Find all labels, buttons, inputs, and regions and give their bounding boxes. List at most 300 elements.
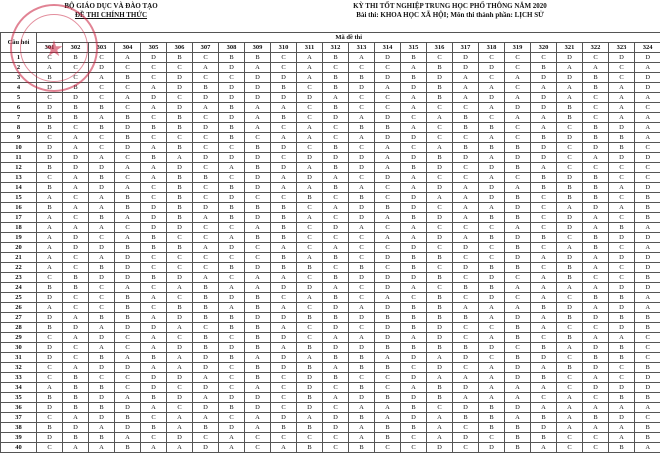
answer-cell: C xyxy=(141,413,167,423)
answer-cell: A xyxy=(323,363,349,373)
answer-cell: C xyxy=(245,243,271,253)
exam-code-header: 306 xyxy=(167,43,193,53)
answer-cell: D xyxy=(245,313,271,323)
answer-cell: C xyxy=(167,263,193,273)
answer-cell: C xyxy=(245,193,271,203)
table-row xyxy=(1,173,660,183)
answer-cell: D xyxy=(427,363,453,373)
answer-cell: D xyxy=(37,353,63,363)
answer-cell: A xyxy=(531,253,557,263)
answer-cell: B xyxy=(245,303,271,313)
answer-cell: B xyxy=(583,233,609,243)
answer-cell: C xyxy=(401,293,427,303)
table-row xyxy=(1,103,660,113)
table-row xyxy=(1,233,660,243)
answer-cell: D xyxy=(375,73,401,83)
answer-cell: A xyxy=(531,403,557,413)
answer-cell: A xyxy=(505,413,531,423)
answer-cell: B xyxy=(193,293,219,303)
answer-cell: B xyxy=(479,233,505,243)
answer-cell: B xyxy=(115,293,141,303)
answer-cell: D xyxy=(141,203,167,213)
question-number: 29 xyxy=(1,333,37,343)
answer-cell: B xyxy=(427,393,453,403)
answer-cell: C xyxy=(583,393,609,403)
exam-code-header: 309 xyxy=(245,43,271,53)
answer-cell: B xyxy=(583,133,609,143)
answer-cell: D xyxy=(37,343,63,353)
answer-cell: B xyxy=(505,163,531,173)
answer-cell: C xyxy=(141,263,167,273)
answer-cell: D xyxy=(349,273,375,283)
answer-cell: A xyxy=(453,373,479,383)
answer-cell: B xyxy=(63,373,89,383)
answer-cell: D xyxy=(609,383,635,393)
exam-code-header: 323 xyxy=(609,43,635,53)
answer-cell: D xyxy=(427,443,453,453)
answer-cell: C xyxy=(89,373,115,383)
answer-cell: D xyxy=(193,123,219,133)
answer-cell: B xyxy=(349,443,375,453)
answer-cell: C xyxy=(141,73,167,83)
answer-cell: D xyxy=(193,403,219,413)
answer-cell: A xyxy=(479,133,505,143)
answer-cell: C xyxy=(505,273,531,283)
answer-cell: D xyxy=(63,153,89,163)
answer-cell: A xyxy=(427,113,453,123)
question-number: 1 xyxy=(1,53,37,63)
answer-cell: D xyxy=(37,153,63,163)
answer-cell: D xyxy=(271,143,297,153)
question-number: 39 xyxy=(1,433,37,443)
answer-cell: C xyxy=(479,323,505,333)
answer-cell: A xyxy=(63,223,89,233)
answer-cell: D xyxy=(193,443,219,453)
answer-cell: D xyxy=(219,193,245,203)
exam-code-header: 318 xyxy=(479,43,505,53)
answer-cell: D xyxy=(375,113,401,123)
answer-cell: B xyxy=(349,263,375,273)
answer-cell: B xyxy=(401,253,427,263)
answer-cell: B xyxy=(245,53,271,63)
answer-cell: D xyxy=(219,343,245,353)
answer-cell: D xyxy=(427,233,453,243)
answer-cell: D xyxy=(271,163,297,173)
answer-cell: A xyxy=(141,83,167,93)
answer-cell: C xyxy=(323,193,349,203)
question-number: 26 xyxy=(1,303,37,313)
question-number: 38 xyxy=(1,423,37,433)
answer-cell: B xyxy=(609,393,635,403)
table-row xyxy=(1,73,660,83)
answer-cell: B xyxy=(219,133,245,143)
answer-cell: B xyxy=(37,283,63,293)
answer-cell: B xyxy=(63,273,89,283)
answer-cell: A xyxy=(557,83,583,93)
question-number: 33 xyxy=(1,373,37,383)
answer-cell: B xyxy=(271,113,297,123)
exam-code-header-row xyxy=(1,43,660,53)
answer-cell: B xyxy=(167,183,193,193)
answer-cell: D xyxy=(323,323,349,333)
answer-cell: C xyxy=(323,443,349,453)
answer-cell: D xyxy=(323,223,349,233)
answer-cell: B xyxy=(479,263,505,273)
answer-cell: A xyxy=(375,413,401,423)
answer-cell: A xyxy=(375,403,401,413)
answer-cell: B xyxy=(349,383,375,393)
answer-cell: B xyxy=(323,353,349,363)
answer-cell: C xyxy=(609,193,635,203)
answer-cell: D xyxy=(89,183,115,193)
answer-cell: C xyxy=(635,343,660,353)
answer-cell: A xyxy=(115,93,141,103)
exam-code-header: 308 xyxy=(219,43,245,53)
answer-cell: A xyxy=(453,83,479,93)
exam-code-header: 314 xyxy=(375,43,401,53)
answer-cell: A xyxy=(453,203,479,213)
answer-cell: A xyxy=(635,93,660,103)
answer-cell: B xyxy=(557,113,583,123)
answer-cell: B xyxy=(141,423,167,433)
exam-code-header: 312 xyxy=(323,43,349,53)
answer-cell: A xyxy=(479,373,505,383)
exam-code-header: 303 xyxy=(89,43,115,53)
answer-cell: B xyxy=(479,213,505,223)
answer-cell: B xyxy=(37,123,63,133)
answer-cell: A xyxy=(245,273,271,283)
answer-cell: C xyxy=(37,413,63,423)
answer-cell: C xyxy=(531,53,557,63)
answer-cell: C xyxy=(297,333,323,343)
answer-cell: C xyxy=(297,433,323,443)
answer-cell: C xyxy=(89,143,115,153)
answer-cell: A xyxy=(219,303,245,313)
answer-cell: B xyxy=(323,273,349,283)
answer-cell: A xyxy=(297,413,323,423)
answer-cell: A xyxy=(115,213,141,223)
answer-cell: C xyxy=(375,63,401,73)
answer-cell: C xyxy=(609,163,635,173)
question-number: 17 xyxy=(1,213,37,223)
document-header xyxy=(0,0,660,32)
answer-cell: A xyxy=(635,303,660,313)
answer-cell: D xyxy=(323,303,349,313)
answer-cell: C xyxy=(505,123,531,133)
table-row xyxy=(1,373,660,383)
answer-cell: C xyxy=(479,73,505,83)
answer-cell: D xyxy=(37,83,63,93)
answer-cell: C xyxy=(167,133,193,143)
answer-cell: B xyxy=(89,403,115,413)
answer-cell: A xyxy=(583,263,609,273)
answer-cell: D xyxy=(583,383,609,393)
answer-cell: B xyxy=(323,293,349,303)
answer-cell: C xyxy=(349,293,375,303)
answer-cell: B xyxy=(479,123,505,133)
answer-cell: A xyxy=(427,193,453,203)
answer-cell: B xyxy=(63,403,89,413)
answer-cell: C xyxy=(63,253,89,263)
answer-cell: B xyxy=(531,233,557,243)
answer-rows xyxy=(1,53,660,453)
answer-cell: C xyxy=(37,363,63,373)
answer-cell: B xyxy=(37,323,63,333)
answer-cell: B xyxy=(115,303,141,313)
answer-cell: D xyxy=(401,153,427,163)
answer-cell: C xyxy=(141,133,167,143)
answer-cell: C xyxy=(557,163,583,173)
answer-cell: D xyxy=(167,393,193,403)
answer-cell: D xyxy=(271,413,297,423)
answer-cell: D xyxy=(245,153,271,163)
exam-code-header: 302 xyxy=(63,43,89,53)
answer-cell: B xyxy=(297,263,323,273)
answer-cell: D xyxy=(349,153,375,163)
answer-cell: C xyxy=(531,393,557,403)
answer-cell: A xyxy=(349,333,375,343)
answer-cell: C xyxy=(115,103,141,113)
answer-cell: D xyxy=(271,93,297,103)
question-number: 32 xyxy=(1,363,37,373)
answer-cell: A xyxy=(427,373,453,383)
answer-cell: D xyxy=(401,353,427,363)
answer-cell: D xyxy=(505,363,531,373)
answer-cell: B xyxy=(297,343,323,353)
answer-cell: C xyxy=(167,253,193,263)
answer-cell: D xyxy=(557,253,583,263)
answer-cell: D xyxy=(245,173,271,183)
answer-cell: B xyxy=(141,353,167,363)
answer-cell: A xyxy=(167,283,193,293)
answer-cell: D xyxy=(349,163,375,173)
table-row xyxy=(1,273,660,283)
answer-cell: A xyxy=(583,213,609,223)
answer-cell: C xyxy=(37,373,63,383)
answer-cell: D xyxy=(141,373,167,383)
answer-cell: C xyxy=(375,103,401,113)
answer-cell: B xyxy=(63,113,89,123)
answer-cell: B xyxy=(323,73,349,83)
answer-cell: D xyxy=(115,123,141,133)
answer-cell: C xyxy=(453,363,479,373)
answer-cell: B xyxy=(323,313,349,323)
answer-cell: A xyxy=(479,363,505,373)
answer-cell: B xyxy=(557,273,583,283)
answer-cell: B xyxy=(427,273,453,283)
answer-cell: A xyxy=(193,413,219,423)
answer-cell: A xyxy=(63,143,89,153)
answer-cell: D xyxy=(219,83,245,93)
answer-cell: A xyxy=(375,143,401,153)
answer-cell: D xyxy=(167,373,193,383)
exam-code-header: 317 xyxy=(453,43,479,53)
answer-cell: B xyxy=(609,143,635,153)
answer-cell: B xyxy=(375,433,401,443)
answer-cell: A xyxy=(609,93,635,103)
table-row xyxy=(1,63,660,73)
answer-cell: D xyxy=(167,313,193,323)
answer-cell: A xyxy=(557,343,583,353)
answer-cell: D xyxy=(89,273,115,283)
answer-cell: A xyxy=(583,283,609,293)
answer-cell: A xyxy=(505,223,531,233)
answer-cell: B xyxy=(193,83,219,93)
answer-cell: C xyxy=(271,383,297,393)
table-row xyxy=(1,363,660,373)
answer-cell: A xyxy=(37,243,63,253)
answer-cell: B xyxy=(167,303,193,313)
exam-code-header: 311 xyxy=(297,43,323,53)
answer-cell: A xyxy=(323,333,349,343)
answer-cell: A xyxy=(245,223,271,233)
answer-cell: A xyxy=(141,143,167,153)
answer-cell: A xyxy=(375,83,401,93)
answer-cell: C xyxy=(557,353,583,363)
answer-cell: D xyxy=(375,333,401,343)
answer-cell: A xyxy=(609,203,635,213)
answer-cell: D xyxy=(479,183,505,193)
answer-cell: D xyxy=(219,63,245,73)
answer-cell: D xyxy=(609,53,635,63)
answer-cell: C xyxy=(583,163,609,173)
answer-cell: B xyxy=(245,233,271,243)
answer-cell: A xyxy=(505,183,531,193)
answer-cell: B xyxy=(557,363,583,373)
answer-cell: D xyxy=(219,113,245,123)
answer-cell: A xyxy=(479,153,505,163)
answer-cell: D xyxy=(375,273,401,283)
answer-cell: D xyxy=(609,123,635,133)
answer-cell: C xyxy=(193,233,219,243)
answer-cell: C xyxy=(141,283,167,293)
answer-cell: B xyxy=(37,73,63,83)
answer-cell: D xyxy=(531,353,557,363)
answer-cell: D xyxy=(167,223,193,233)
question-number: 22 xyxy=(1,263,37,273)
answer-cell: D xyxy=(89,333,115,343)
answer-cell: A xyxy=(583,63,609,73)
answer-cell: C xyxy=(583,443,609,453)
answer-cell: A xyxy=(557,423,583,433)
answer-cell: A xyxy=(297,73,323,83)
answer-cell: C xyxy=(193,133,219,143)
answer-cell: A xyxy=(245,423,271,433)
table-row xyxy=(1,333,660,343)
issuer-block xyxy=(36,2,186,20)
question-number: 24 xyxy=(1,283,37,293)
answer-cell: D xyxy=(635,373,660,383)
answer-cell: B xyxy=(583,183,609,193)
answer-cell: C xyxy=(427,203,453,213)
answer-cell: C xyxy=(115,383,141,393)
answer-cell: C xyxy=(635,173,660,183)
answer-cell: B xyxy=(557,313,583,323)
answer-cell: C xyxy=(453,173,479,183)
answer-cell: C xyxy=(323,233,349,243)
answer-cell: A xyxy=(115,433,141,443)
answer-cell: B xyxy=(219,53,245,63)
answer-cell: D xyxy=(323,343,349,353)
answer-cell: C xyxy=(583,53,609,63)
answer-cell: B xyxy=(193,333,219,343)
answer-cell: A xyxy=(531,443,557,453)
answer-cell: D xyxy=(193,93,219,103)
answer-cell: B xyxy=(609,443,635,453)
answer-cell: B xyxy=(479,403,505,413)
table-row xyxy=(1,113,660,123)
table-row xyxy=(1,303,660,313)
answer-cell: C xyxy=(505,173,531,183)
answer-cell: A xyxy=(167,443,193,453)
answer-cell: B xyxy=(323,83,349,93)
answer-cell: C xyxy=(141,63,167,73)
answer-cell: C xyxy=(323,123,349,133)
answer-cell: C xyxy=(271,373,297,383)
answer-cell: B xyxy=(479,283,505,293)
answer-cell: B xyxy=(323,143,349,153)
answer-cell: C xyxy=(453,423,479,433)
answer-cell: D xyxy=(349,343,375,353)
answer-cell: D xyxy=(505,253,531,263)
answer-cell: B xyxy=(193,283,219,293)
answer-cell: B xyxy=(167,213,193,223)
answer-cell: B xyxy=(323,253,349,263)
answer-cell: A xyxy=(635,113,660,123)
answer-cell: A xyxy=(193,393,219,403)
answer-cell: D xyxy=(271,363,297,373)
answer-cell: C xyxy=(193,113,219,123)
answer-cell: C xyxy=(401,113,427,123)
answer-cell: C xyxy=(427,173,453,183)
answer-cell: D xyxy=(427,323,453,333)
answer-cell: B xyxy=(427,83,453,93)
answer-cell: A xyxy=(635,243,660,253)
answer-cell: D xyxy=(401,203,427,213)
question-number: 5 xyxy=(1,93,37,103)
question-number: 34 xyxy=(1,383,37,393)
answer-cell: A xyxy=(141,333,167,343)
answer-cell: D xyxy=(141,323,167,333)
answer-cell: B xyxy=(635,193,660,203)
answer-cell: B xyxy=(505,443,531,453)
answer-cell: D xyxy=(401,413,427,423)
answer-cell: B xyxy=(401,53,427,63)
answer-cell: B xyxy=(583,83,609,93)
answer-cell: D xyxy=(531,153,557,163)
answer-cell: A xyxy=(167,153,193,163)
question-number: 4 xyxy=(1,83,37,93)
answer-cell: B xyxy=(89,123,115,133)
answer-cell: A xyxy=(193,213,219,223)
answer-cell: B xyxy=(505,193,531,203)
answer-cell: D xyxy=(219,153,245,163)
answer-cell: A xyxy=(141,173,167,183)
exam-title-block xyxy=(340,2,560,20)
answer-cell: A xyxy=(89,323,115,333)
answer-cell: D xyxy=(271,73,297,83)
answer-cell: A xyxy=(297,253,323,263)
answer-cell: C xyxy=(297,203,323,213)
answer-cell: D xyxy=(375,303,401,313)
answer-cell: A xyxy=(479,83,505,93)
answer-cell: D xyxy=(609,323,635,333)
answer-cell: C xyxy=(63,213,89,223)
answer-cell: A xyxy=(635,443,660,453)
answer-cell: D xyxy=(245,263,271,273)
answer-cell: B xyxy=(245,203,271,213)
answer-cell: A xyxy=(401,123,427,133)
